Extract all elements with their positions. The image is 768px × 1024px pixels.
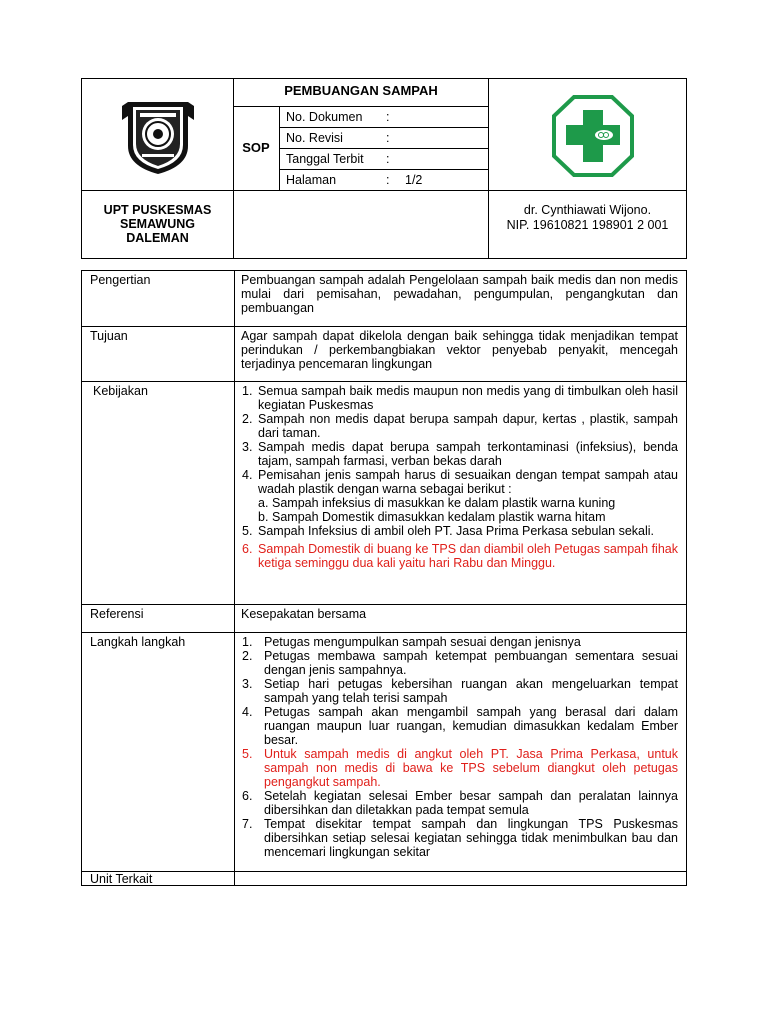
list-item: 2. Petugas membawa sampah ketempat pembuangan sementara sesuai dengan jenis sampahnya.	[242, 649, 678, 677]
field-sep-no-revisi: :	[386, 131, 390, 145]
puskesmas-cross-logo	[550, 94, 636, 178]
row-label-pengertian: Pengertian	[90, 273, 151, 287]
field-label-no-dokumen: No. Dokumen	[286, 110, 363, 124]
field-label-no-revisi: No. Revisi	[286, 131, 343, 145]
row-label-kebijakan: Kebijakan	[93, 384, 148, 398]
field-sep-halaman: :	[386, 173, 390, 187]
list-item: 7. Tempat disekitar tempat sampah dan lingkungan TPS Puskesmas dibersihkan setiap selesai kegiatan sehingga tidak menimbulkan bau dan mencemari lingkungan sekitar	[242, 817, 678, 859]
regional-emblem-logo	[120, 96, 196, 176]
list-item: 1. Petugas mengumpulkan sampah sesuai dengan jenisnya	[242, 635, 581, 649]
pengertian-text: Pembuangan sampah adalah Pengelolaan sampah baik medis dan non medis mulai dari pemisahan, pewadahan, pengumpulan, pengangkutan dan pembuangan	[241, 273, 678, 315]
field-value-halaman: 1/2	[405, 173, 423, 187]
langkah-list	[236, 635, 678, 859]
org-name-line-1: UPT PUSKESMAS	[103, 203, 212, 217]
org-name-line-3: DALEMAN	[126, 231, 189, 245]
list-item: 4. Petugas sampah akan mengambil sampah yang berasal dari dalam ruangan maupun luar ruangan, kemudian dimasukkan kedalam Ember besar.	[242, 705, 678, 747]
field-sep-no-dokumen: :	[386, 110, 390, 124]
list-item: 2. Sampah non medis dapat berupa sampah dapur, kertas , plastik, sampah dari taman.	[242, 412, 678, 440]
row-label-tujuan: Tujuan	[90, 329, 128, 343]
list-item: 3. Sampah medis dapat berupa sampah terkontaminasi (infeksius), benda tajam, sampah farmasi, verban bekas darah	[242, 440, 678, 468]
sop-label: SOP	[242, 140, 270, 155]
tujuan-text: Agar sampah dapat dikelola dengan baik sehingga tidak menjadikan tempat perindukan / perkembangbiakan vektor penyebab penyakit, mencegah terjadinya pencemaran lingkungan	[241, 329, 678, 371]
list-item: 5. Sampah Infeksius di ambil oleh PT. Jasa Prima Perkasa sebulan sekali.	[242, 524, 655, 538]
signer-nip: NIP. 19610821 198901 2 001	[506, 218, 669, 232]
sub-list-item: b. Sampah Domestik dimasukkan kedalam plastik warna hitam	[258, 510, 606, 524]
sub-list-item: a. Sampah infeksius di masukkan ke dalam plastik warna kuning	[258, 496, 616, 510]
signer-name: dr. Cynthiawati Wijono.	[523, 203, 652, 217]
kebijakan-list	[236, 384, 678, 570]
field-label-tanggal-terbit: Tanggal Terbit	[286, 152, 364, 166]
referensi-text: Kesepakatan bersama	[241, 607, 367, 621]
list-item-highlighted: 5. Untuk sampah medis di angkut oleh PT. Jasa Prima Perkasa, untuk sampah non medis di bawa ke TPS sebelum diangkut oleh petugas pengangkut sampah.	[242, 747, 678, 789]
row-label-referensi: Referensi	[90, 607, 144, 621]
field-sep-tanggal-terbit: :	[386, 152, 390, 166]
row-label-langkah: Langkah langkah	[90, 635, 186, 649]
list-item: 1. Semua sampah baik medis maupun non medis yang di timbulkan oleh hasil kegiatan Puskesmas	[242, 384, 678, 412]
document-title: PEMBUANGAN SAMPAH	[284, 83, 438, 98]
list-item-highlighted: 6. Sampah Domestik di buang ke TPS dan diambil oleh Petugas sampah fihak ketiga seminggu dua kali yaitu hari Rabu dan Minggu.	[242, 542, 678, 570]
field-label-halaman: Halaman	[286, 173, 337, 187]
list-item: 6. Setelah kegiatan selesai Ember besar sampah dan peralatan lainnya dibersihkan dan diletakkan pada tempat semula	[242, 789, 678, 817]
list-item: 4. Pemisahan jenis sampah harus di sesuaikan dengan tempat sampah atau wadah plastik dengan warna sebagai berikut :	[242, 468, 678, 496]
list-item: 3. Setiap hari petugas kebersihan ruangan akan mengeluarkan tempat sampah yang telah terisi sampah	[242, 677, 678, 705]
org-name-line-2: SEMAWUNG	[120, 217, 195, 231]
row-label-unit-terkait: Unit Terkait	[90, 872, 153, 886]
